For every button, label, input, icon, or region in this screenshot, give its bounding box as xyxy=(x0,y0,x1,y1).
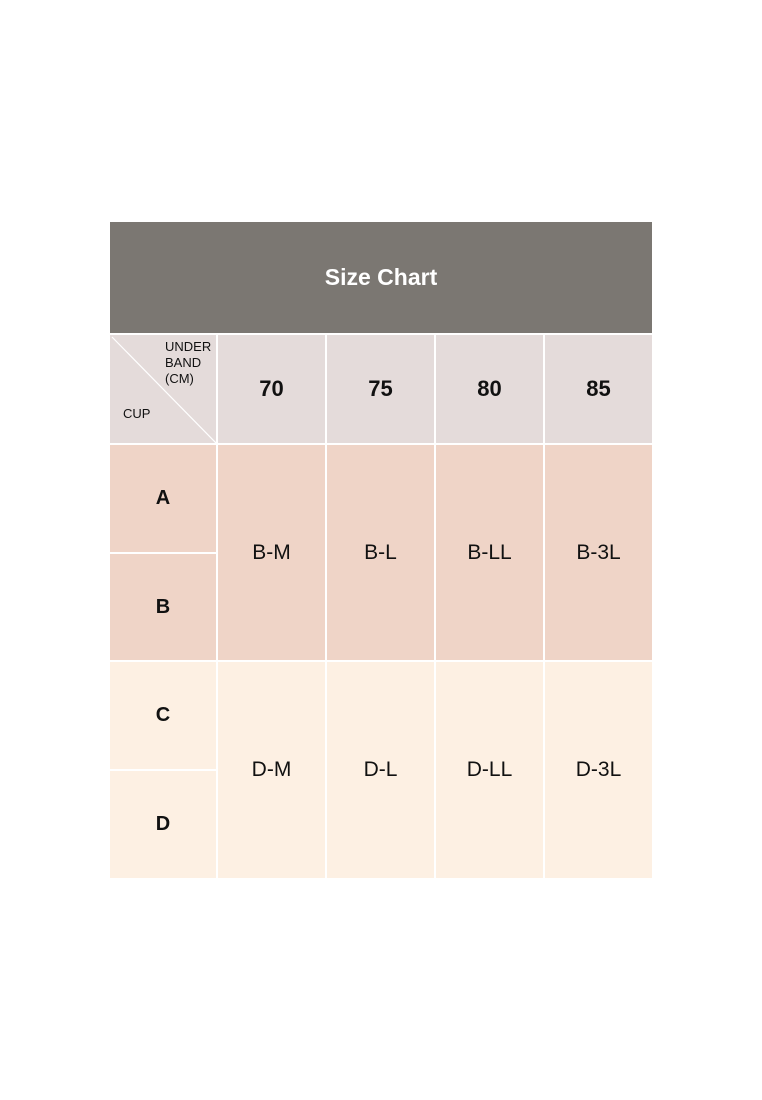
size-cell: D-3L xyxy=(545,662,652,878)
size-cell: B-3L xyxy=(545,445,652,660)
under-band-line: BAND xyxy=(165,355,202,370)
size-cell: B-LL xyxy=(436,445,543,660)
corner-header-cell xyxy=(110,335,216,443)
size-cell: D-M xyxy=(218,662,325,878)
size-cell: B-M xyxy=(218,445,325,660)
cup-label-b: B xyxy=(110,554,216,660)
cup-axis-label: CUP xyxy=(123,406,151,421)
under-band-line: UNDER xyxy=(165,339,212,354)
band-header-85: 85 xyxy=(545,335,652,443)
size-chart-table xyxy=(110,222,652,878)
band-header-75: 75 xyxy=(327,335,434,443)
cup-label-a: A xyxy=(110,445,216,552)
cup-label-c: C xyxy=(110,662,216,769)
cup-label-d: D xyxy=(110,771,216,878)
size-chart-title: Size Chart xyxy=(110,222,652,333)
size-cell: D-LL xyxy=(436,662,543,878)
band-header-80: 80 xyxy=(436,335,543,443)
under-band-line: (CM) xyxy=(165,371,194,386)
under-band-label xyxy=(165,339,211,387)
size-cell: B-L xyxy=(327,445,434,660)
band-header-70: 70 xyxy=(218,335,325,443)
size-cell: D-L xyxy=(327,662,434,878)
